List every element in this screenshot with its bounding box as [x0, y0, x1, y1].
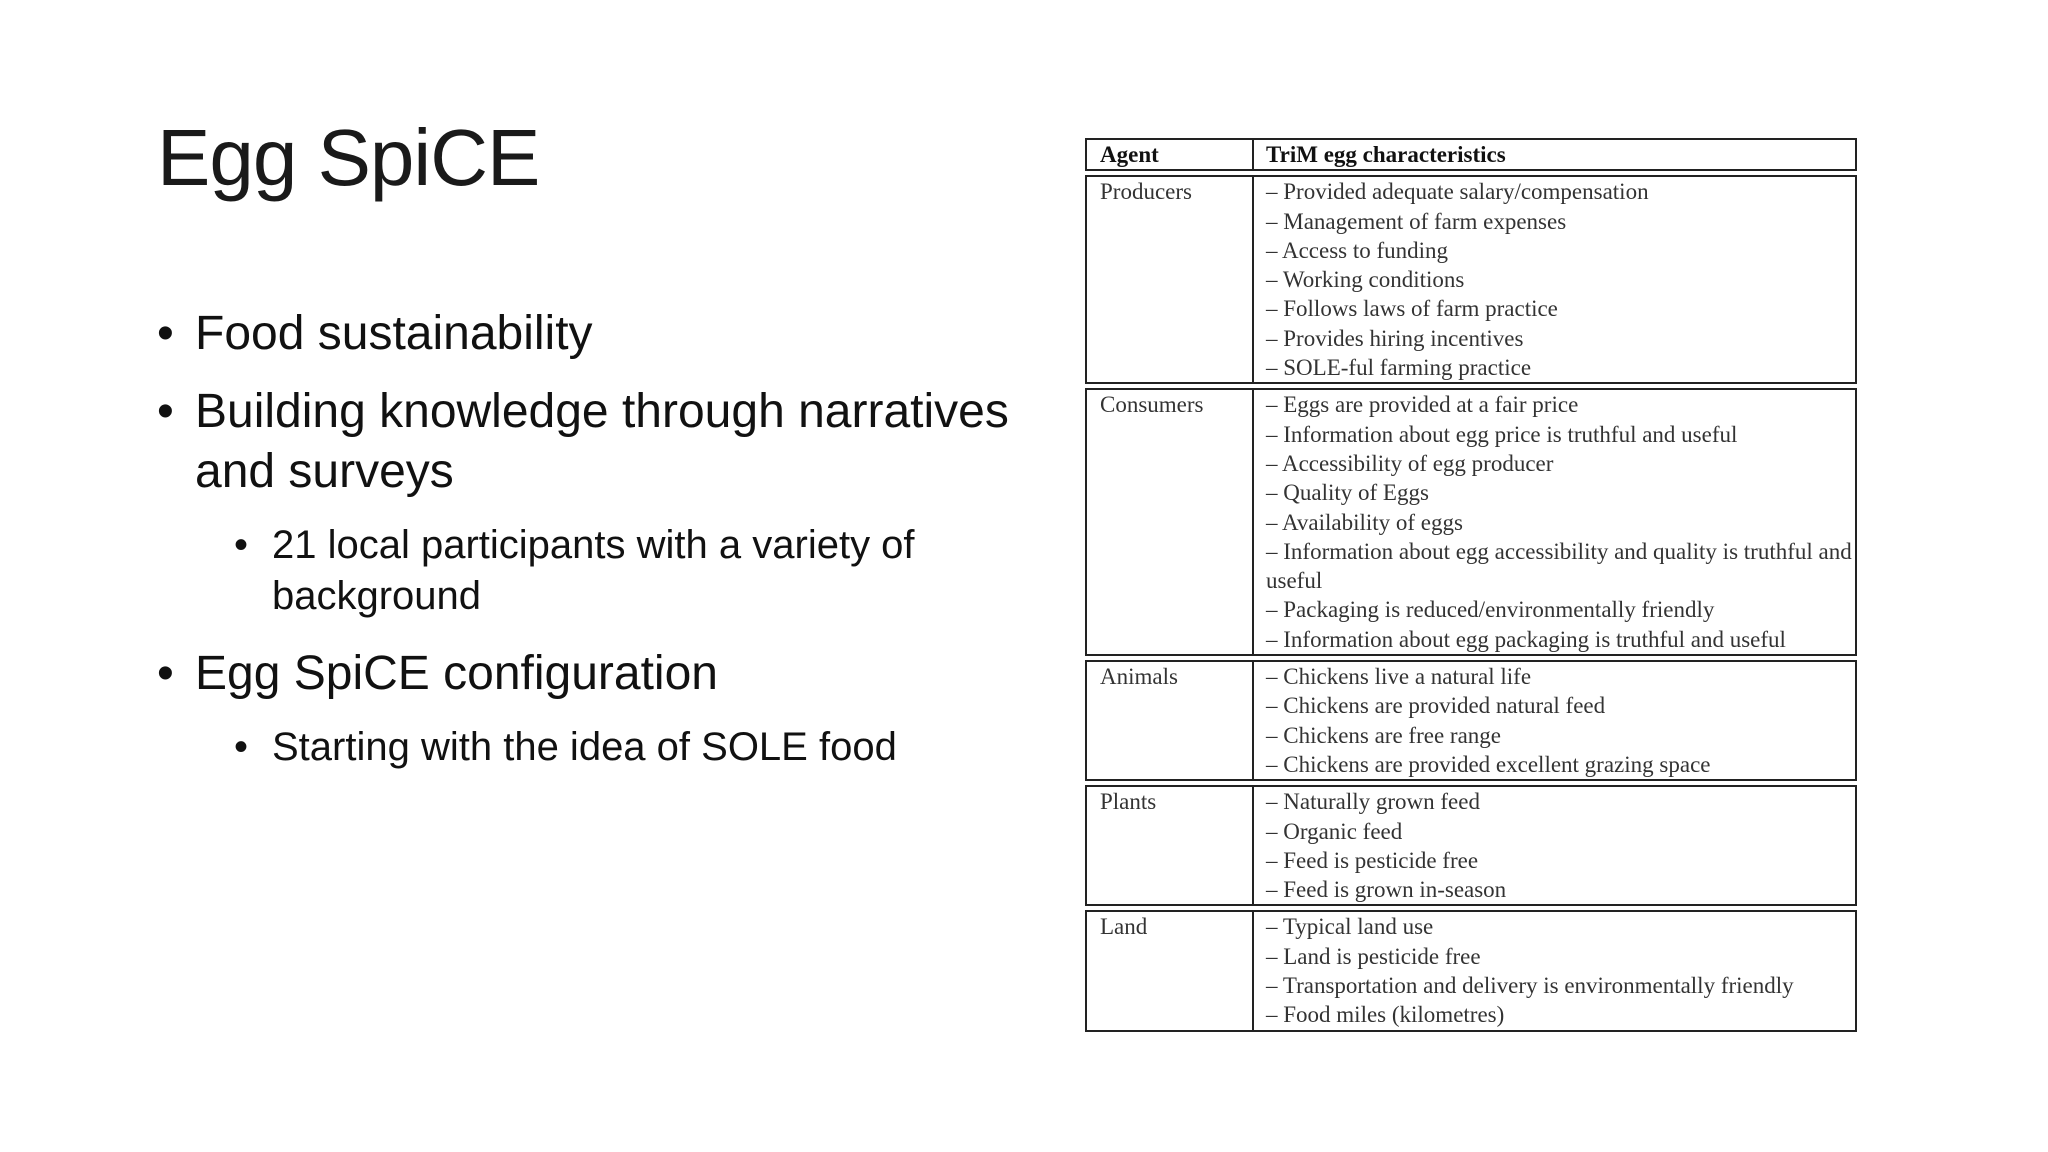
sub-bullet-text: Starting with the idea of SOLE food: [272, 725, 897, 769]
characteristic-item: – Information about egg packaging is truthful and useful: [1266, 626, 1786, 652]
table-row: [1085, 910, 1857, 1031]
characteristic-item: – Access to funding: [1266, 237, 1449, 263]
characteristic-item: – Working conditions: [1266, 267, 1465, 293]
table-body: [1085, 175, 1857, 1031]
characteristics-cell: [1254, 787, 1855, 904]
characteristic-item: – Information about egg accessibility and quality is truthful and useful: [1266, 538, 1852, 594]
sub-bullet-item: [157, 722, 1017, 773]
characteristic-item: – Food miles (kilometres): [1266, 1002, 1505, 1028]
characteristic-item: – Chickens live a natural life: [1266, 664, 1532, 690]
characteristic-item: – Typical land use: [1266, 914, 1434, 940]
characteristic-item: – Follows laws of farm practice: [1266, 296, 1558, 322]
bullet-text: Egg SpiCE configuration: [195, 647, 718, 700]
bullet-item: [157, 304, 1017, 364]
agent-cell: Consumers: [1087, 390, 1254, 654]
bullet-item: [157, 382, 1017, 502]
characteristic-item: – Feed is grown in-season: [1266, 877, 1507, 903]
characteristic-item: – Chickens are provided excellent grazing space: [1266, 751, 1711, 777]
header-agent: Agent: [1087, 140, 1254, 169]
characteristic-item: – Information about egg price is truthful and useful: [1266, 421, 1738, 447]
characteristic-item: – Eggs are provided at a fair price: [1266, 392, 1579, 418]
characteristic-item: – Organic feed: [1266, 818, 1403, 844]
table-row: [1085, 660, 1857, 781]
characteristic-item: – Transportation and delivery is environmentally friendly: [1266, 973, 1794, 999]
sub-bullet-text: 21 local participants with a variety of background: [272, 523, 915, 618]
characteristics-table: [1085, 138, 1857, 1036]
characteristics-cell: [1254, 177, 1855, 382]
characteristic-item: – Chickens are provided natural feed: [1266, 693, 1606, 719]
characteristic-item: – Quality of Eggs: [1266, 480, 1429, 506]
bullet-dot: •: [234, 523, 249, 567]
characteristic-item: – Naturally grown feed: [1266, 789, 1480, 815]
agent-cell: Animals: [1087, 662, 1254, 779]
table-row: [1085, 785, 1857, 906]
characteristic-item: – Provided adequate salary/compensation: [1266, 179, 1649, 205]
characteristic-item: – Provides hiring incentives: [1266, 325, 1524, 351]
bullet-text: Building knowledge through narratives and surveys: [195, 385, 1009, 498]
agent-cell: Plants: [1087, 787, 1254, 904]
bullet-dot: •: [157, 647, 174, 700]
bullet-dot: •: [234, 725, 249, 769]
bullet-item: [157, 644, 1017, 704]
characteristics-cell: [1254, 662, 1855, 779]
table-row: [1085, 175, 1857, 384]
agent-cell: Producers: [1087, 177, 1254, 382]
table-row: [1085, 388, 1857, 656]
characteristic-item: – Feed is pesticide free: [1266, 847, 1479, 873]
characteristics-cell: [1254, 912, 1855, 1029]
agent-cell: Land: [1087, 912, 1254, 1029]
characteristic-item: – Management of farm expenses: [1266, 208, 1567, 234]
characteristic-item: – Accessibility of egg producer: [1266, 450, 1554, 476]
characteristic-item: – Land is pesticide free: [1266, 943, 1481, 969]
sub-bullet-item: [157, 520, 1017, 622]
slide-title: Egg SpiCE: [157, 113, 540, 202]
characteristic-item: – Packaging is reduced/environmentally friendly: [1266, 597, 1715, 623]
bullet-list: [157, 304, 1017, 795]
bullet-dot: •: [157, 385, 174, 438]
characteristic-item: – Chickens are free range: [1266, 722, 1501, 748]
table-header-row: [1085, 138, 1857, 171]
characteristic-item: – SOLE-ful farming practice: [1266, 355, 1532, 381]
header-characteristics: TriM egg characteristics: [1266, 142, 1506, 167]
bullet-text: Food sustainability: [195, 307, 593, 360]
bullet-dot: •: [157, 307, 174, 360]
characteristic-item: – Availability of eggs: [1266, 509, 1463, 535]
characteristics-cell: [1254, 390, 1855, 654]
